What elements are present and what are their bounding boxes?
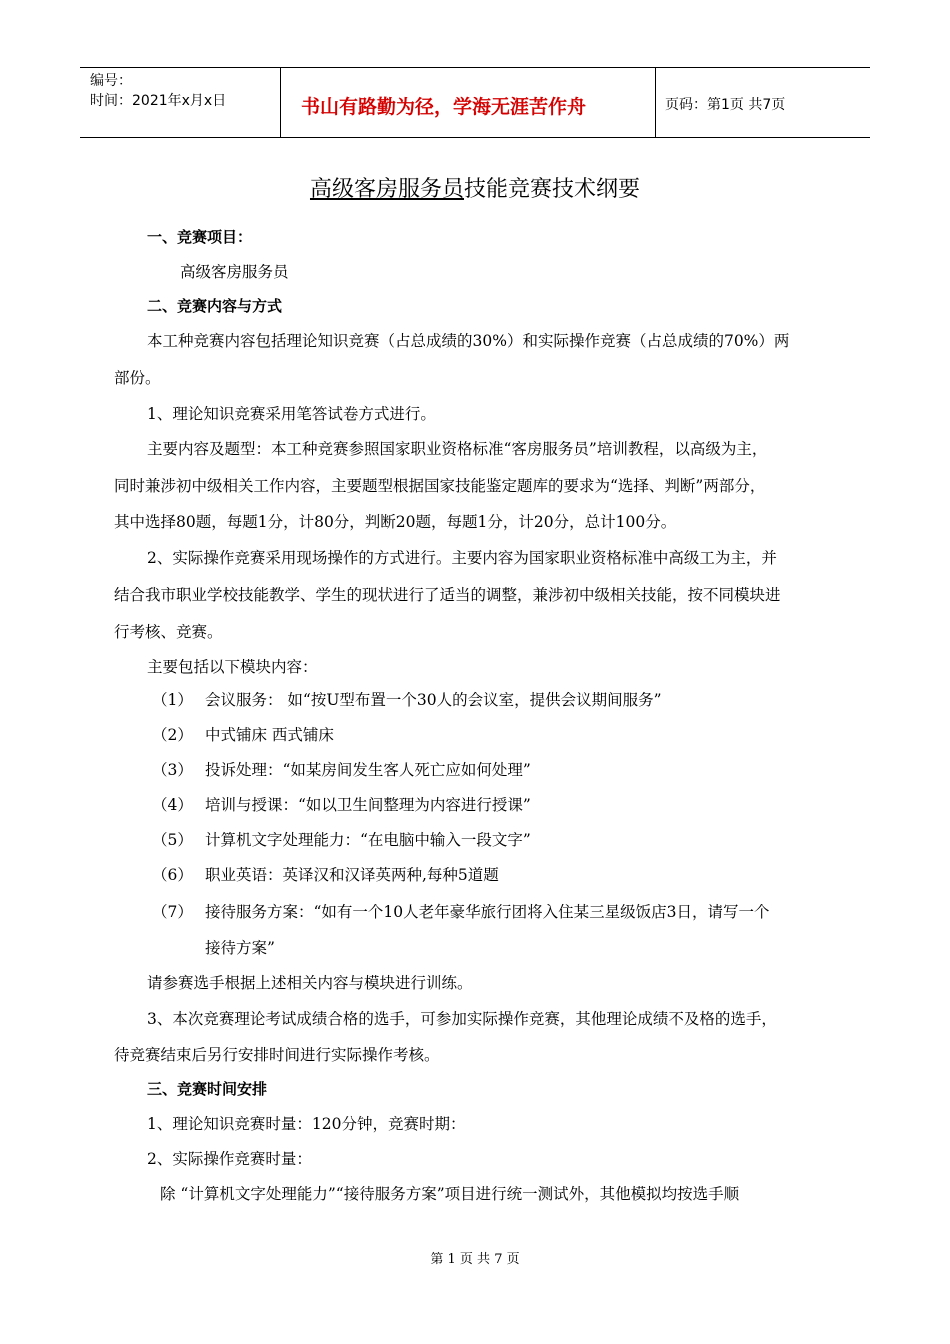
header-motto-cell — [280, 68, 656, 137]
header-meta-cell — [80, 68, 280, 137]
paragraph-line: 除 “计算机文字处理能力”“接待服务方案”项目进行统一测试外，其他模拟均按选手顺 — [160, 1185, 740, 1203]
paragraph-line: 1、理论知识竞赛时量：120分钟，竞赛时期： — [147, 1115, 466, 1133]
module-number: （3） — [152, 761, 193, 779]
module-text: 接待服务方案：“如有一个10人老年豪华旅行团将入住某三星级饭店3日，请写一个 — [205, 903, 770, 921]
paragraph-line: 1、理论知识竞赛采用笔答试卷方式进行。 — [147, 405, 436, 423]
serial-label: 编号： — [90, 73, 132, 89]
motto: 书山有路勤为径，学海无涯苦作舟 — [301, 96, 587, 118]
module-text: 投诉处理：“如某房间发生客人死亡应如何处理” — [205, 761, 531, 779]
paragraph-line: 2、实际操作竞赛采用现场操作的方式进行。主要内容为国家职业资格标准中高级工为主，并 — [147, 549, 777, 567]
module-text: 职业英语：英译汉和汉译英两种,每种5道题 — [205, 866, 499, 884]
title-rest: 技能竞赛技术纲要 — [464, 177, 641, 202]
paragraph-line: 主要内容及题型：本工种竞赛参照国家职业资格标准“客房服务员”培训教程，以高级为主， — [147, 440, 768, 458]
module-text-continuation: 接待方案” — [205, 939, 275, 957]
paragraph-line: 3、本次竞赛理论考试成绩合格的选手，可参加实际操作竞赛，其他理论成绩不及格的选手， — [147, 1010, 777, 1028]
paragraph-line: 其中选择80题，每题1分，计80分，判断20题，每题1分，计20分，总计100分。 — [114, 513, 677, 531]
module-text: 中式铺床 西式铺床 — [205, 726, 334, 744]
paragraph-line: 待竞赛结束后另行安排时间进行实际操作考核。 — [114, 1046, 440, 1064]
module-number: （4） — [152, 796, 193, 814]
page-title — [0, 172, 950, 203]
module-number: （1） — [152, 691, 193, 709]
module-text: 会议服务： 如“按U型布置一个30人的会议室，提供会议期间服务” — [205, 691, 662, 709]
title-underlined: 高级客房服务员 — [309, 177, 464, 202]
header-page-cell — [656, 68, 870, 137]
module-number: （5） — [152, 831, 193, 849]
module-number: （6） — [152, 866, 193, 884]
paragraph-line: 主要包括以下模块内容： — [147, 658, 318, 676]
section-heading-1: 一、竞赛项目： — [147, 228, 253, 246]
paragraph-line: 同时兼涉初中级相关工作内容，主要题型根据国家技能鉴定题库的要求为“选择、判断”两部分， — [114, 477, 766, 495]
module-text: 培训与授课：“如以卫生间整理为内容进行授课” — [205, 796, 531, 814]
paragraph-line: 2、实际操作竞赛时量： — [147, 1150, 312, 1168]
page-footer: 第 1 页 共 7 页 — [430, 1252, 520, 1267]
module-number: （7） — [152, 903, 193, 921]
paragraph-line: 本工种竞赛内容包括理论知识竞赛（占总成绩的30%）和实际操作竞赛（占总成绩的70%）两 — [147, 332, 790, 350]
paragraph-line: 行考核、竞赛。 — [114, 623, 223, 641]
paragraph-line: 高级客房服务员 — [180, 263, 289, 281]
paragraph-line: 结合我市职业学校技能教学、学生的现状进行了适当的调整，兼涉初中级相关技能，按不同模块进 — [114, 586, 781, 604]
section-heading-2: 二、竞赛内容与方式 — [147, 297, 283, 315]
document-header — [80, 67, 870, 138]
module-text: 计算机文字处理能力：“在电脑中输入一段文字” — [205, 831, 531, 849]
header-page-info: 页码：第1页 共7页 — [665, 97, 786, 113]
paragraph-line: 请参赛选手根据上述相关内容与模块进行训练。 — [147, 974, 473, 992]
time-label: 时间：2021年x月x日 — [90, 93, 227, 109]
module-number: （2） — [152, 726, 193, 744]
paragraph-line: 部份。 — [114, 369, 161, 387]
section-heading-3: 三、竞赛时间安排 — [147, 1080, 268, 1098]
